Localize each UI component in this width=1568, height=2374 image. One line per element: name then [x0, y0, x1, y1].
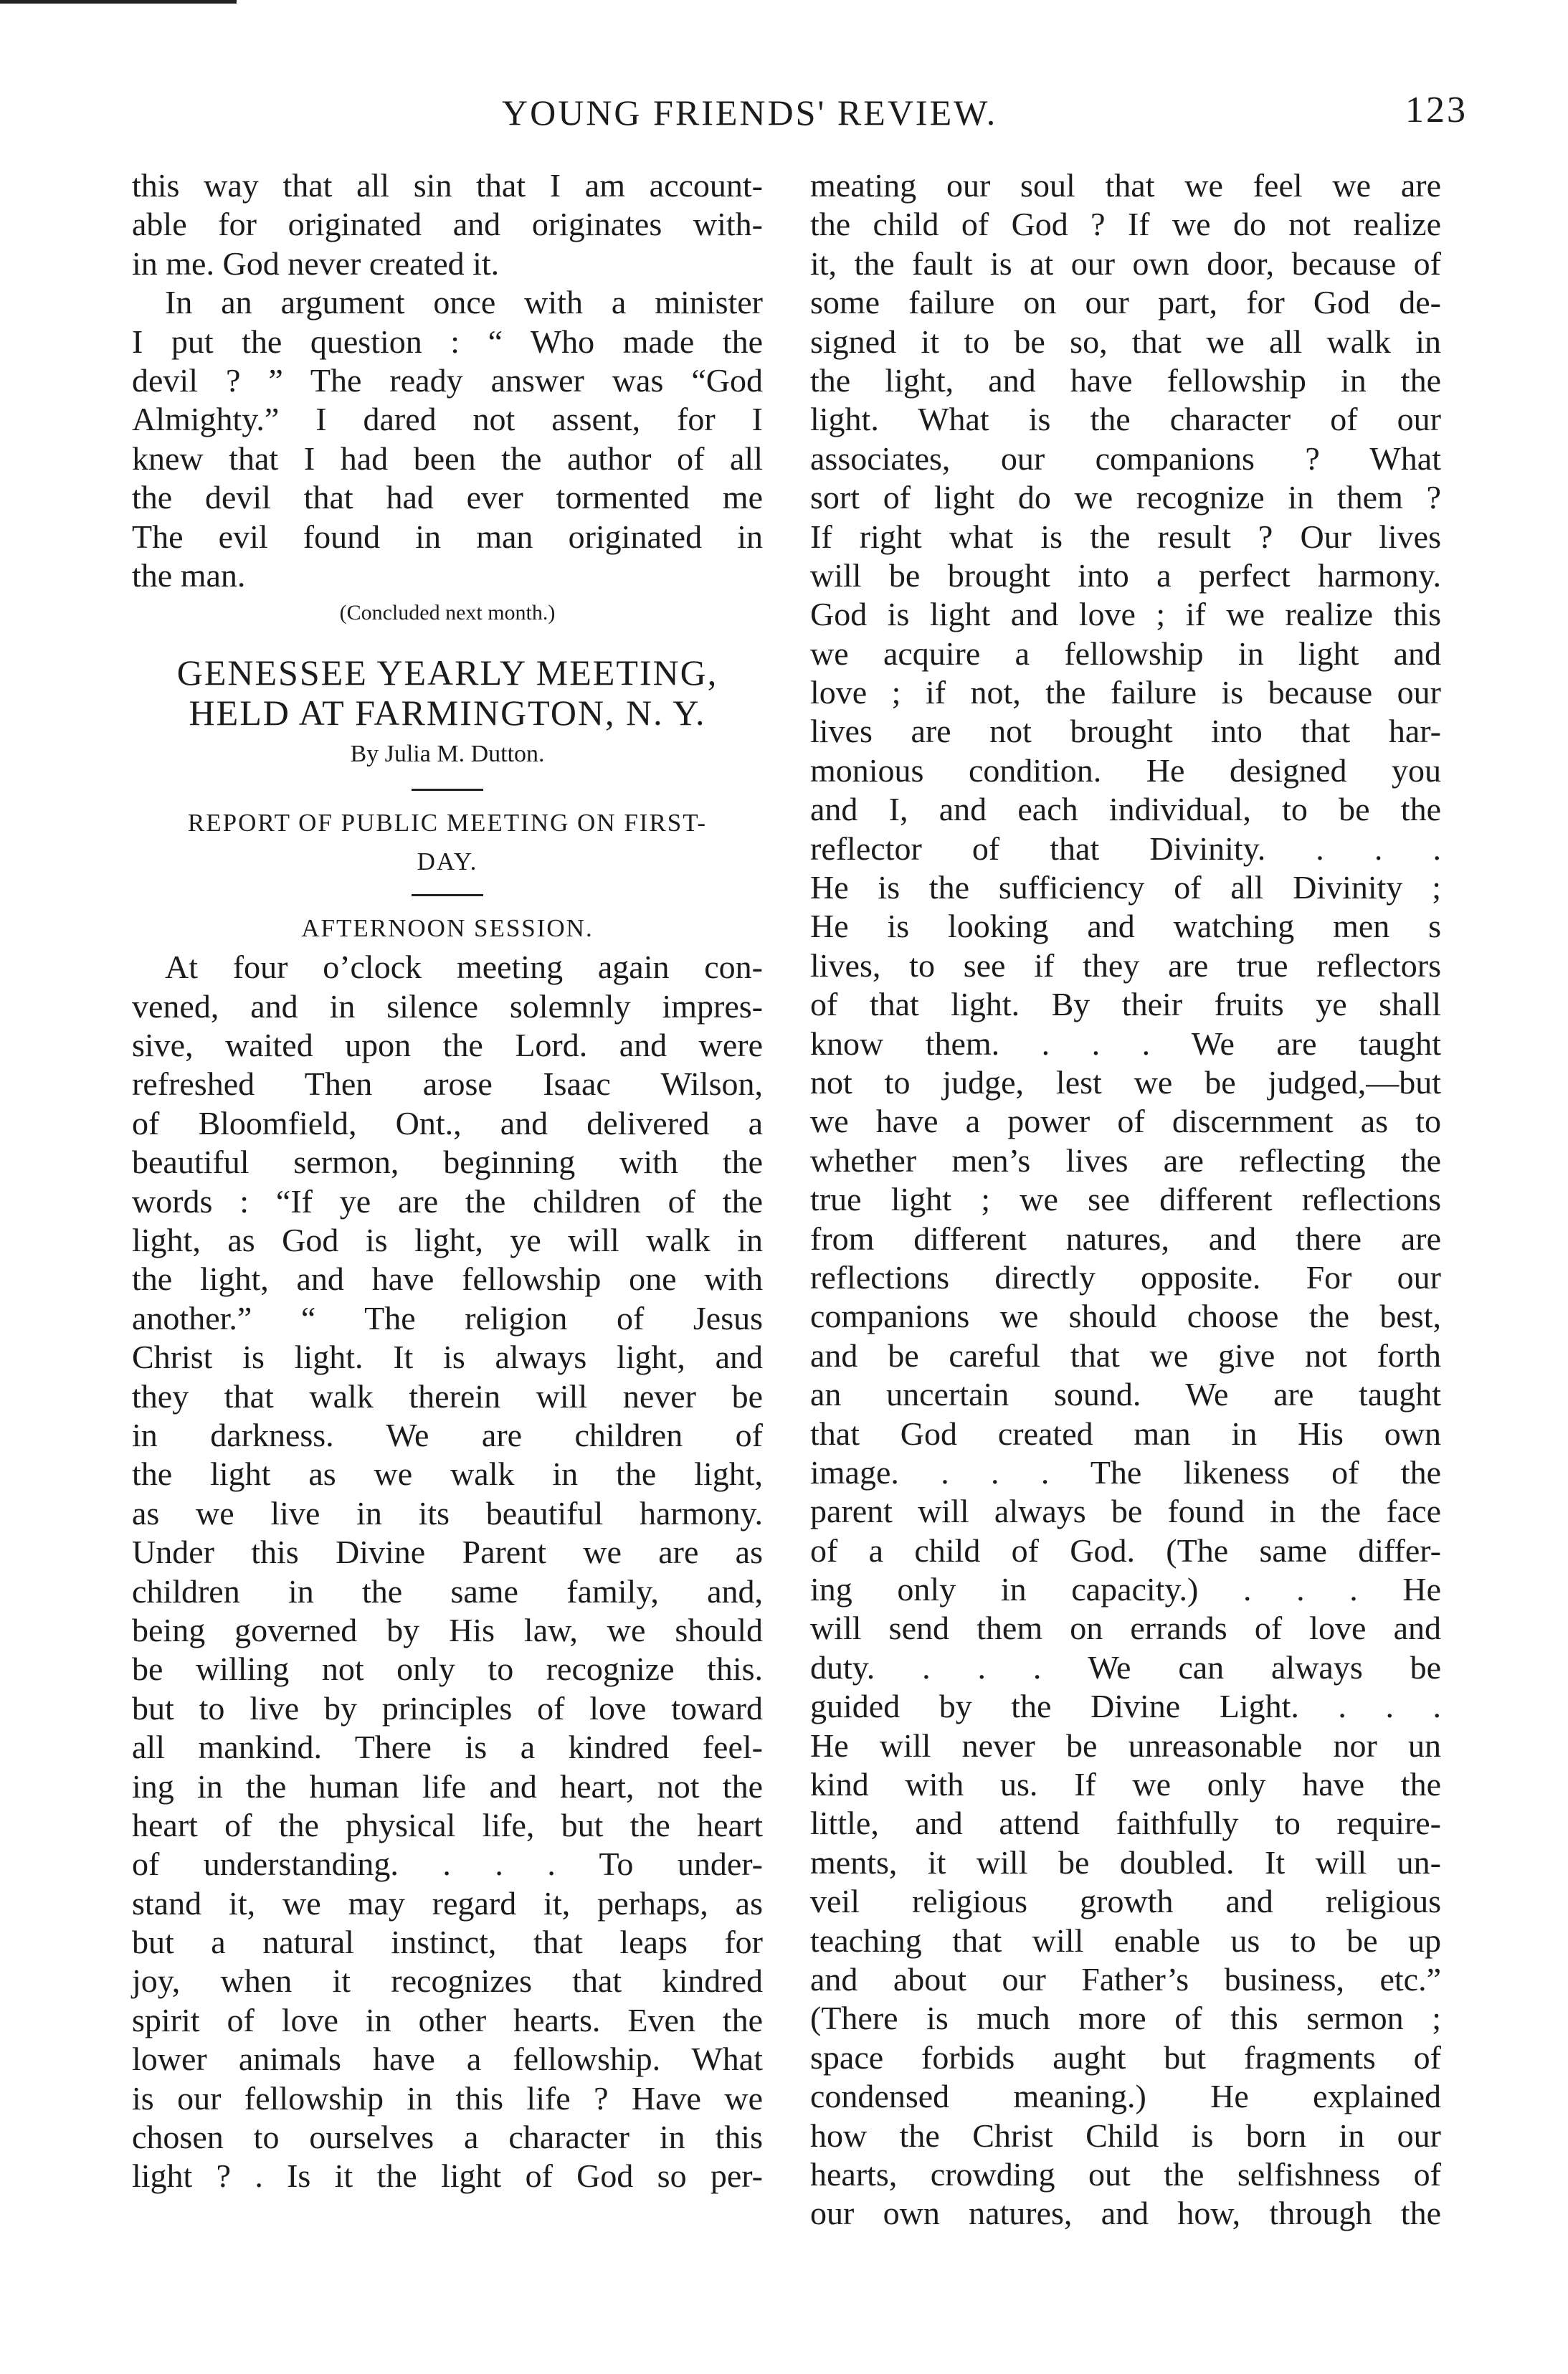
text-line: beautiful sermon, beginning with the — [132, 1144, 763, 1181]
text-line: we have a power of discernment as to — [810, 1103, 1441, 1140]
text-line: He will never be unreasonable nor un — [810, 1727, 1441, 1764]
text-line: whether men’s lives are reflecting the — [810, 1141, 1441, 1179]
text-line: but to live by principles of love toward — [132, 1689, 763, 1727]
text-line: If right what is the result ? Our lives — [810, 518, 1441, 555]
text-line: companions we should choose the best, — [810, 1298, 1441, 1335]
text-line: be willing not only to recognize this. — [132, 1651, 763, 1688]
text-line: associates, our companions ? What — [810, 440, 1441, 477]
text-line: monious condition. He designed you — [810, 751, 1441, 789]
text-line: our own natures, and how, through the — [810, 2195, 1441, 2232]
text-line: will be brought into a perfect harmony. — [810, 556, 1441, 594]
text-line: love ; if not, the failure is because our — [810, 674, 1441, 711]
text-line: it, the fault is at our own door, because of — [810, 244, 1441, 282]
article-title-line: HELD AT FARMINGTON, N. Y. — [189, 693, 706, 733]
text-line: all mankind. There is a kindred feel- — [132, 1729, 763, 1766]
text-line: space forbids aught but fragments of — [810, 2038, 1441, 2076]
text-line: in me. God never created it. — [132, 244, 500, 282]
text-line: ing in the human life and heart, not the — [132, 1767, 763, 1805]
text-line: light. What is the character of our — [810, 401, 1441, 438]
report-heading-line: REPORT OF PUBLIC MEETING ON FIRST- — [187, 809, 708, 837]
text-line: and I, and each individual, to be the — [810, 791, 1441, 828]
top-rule — [0, 0, 237, 4]
report-heading-line: DAY. — [417, 847, 478, 876]
text-line: know them. . . . We are taught — [810, 1025, 1441, 1062]
text-line: children in the same family, and, — [132, 1572, 763, 1610]
text-line: of a child of God. (The same differ- — [810, 1532, 1441, 1569]
session-heading: AFTERNOON SESSION. — [301, 914, 594, 943]
text-line: the man. — [132, 556, 246, 594]
text-line: an uncertain sound. We are taught — [810, 1376, 1441, 1413]
text-line: in darkness. We are children of — [132, 1416, 763, 1453]
text-line: spirit of love in other hearts. Even the — [132, 2001, 763, 2038]
text-line: The evil found in man originated in — [132, 518, 763, 555]
text-line: parent will always be found in the face — [810, 1493, 1441, 1530]
running-head: YOUNG FRIENDS' REVIEW. — [502, 92, 998, 133]
text-line: ments, it will be doubled. It will un- — [810, 1843, 1441, 1881]
text-line: stand it, we may regard it, perhaps, as — [132, 1884, 763, 1922]
text-line: able for originated and originates with- — [132, 206, 763, 243]
text-line: from different natures, and there are — [810, 1220, 1441, 1257]
text-line: heart of the physical life, but the heart — [132, 1806, 763, 1843]
text-line: and be careful that we give not forth — [810, 1336, 1441, 1374]
text-line: Almighty.” I dared not assent, for I — [132, 401, 763, 438]
text-line: lives are not brought into that har- — [810, 713, 1441, 750]
text-line: the light, and have fellowship one with — [132, 1260, 763, 1298]
text-line: this way that all sin that I am account- — [132, 167, 763, 204]
text-line: is our fellowship in this life ? Have we — [132, 2079, 763, 2117]
text-line: will send them on errands of love and — [810, 1610, 1441, 1647]
text-line: guided by the Divine Light. . . . — [810, 1688, 1441, 1725]
text-line: little, and attend faithfully to require- — [810, 1805, 1441, 1842]
text-line: Christ is light. It is always light, and — [132, 1339, 763, 1376]
text-line: another.” “ The religion of Jesus — [132, 1299, 763, 1336]
text-line: the devil that had ever tormented me — [132, 479, 763, 516]
text-line: devil ? ” The ready answer was “God — [132, 361, 763, 399]
text-line: reflector of that Divinity. . . . — [810, 830, 1441, 867]
page-number: 123 — [1405, 90, 1468, 130]
text-line: teaching that will enable us to be up — [810, 1922, 1441, 1959]
byline: By Julia M. Dutton. — [350, 741, 545, 768]
text-line: reflections directly opposite. For our — [810, 1258, 1441, 1296]
text-line: they that walk therein will never be — [132, 1377, 763, 1415]
text-line: duty. . . . We can always be — [810, 1648, 1441, 1686]
text-line: the light as we walk in the light, — [132, 1456, 763, 1493]
text-line: sive, waited upon the Lord. and were — [132, 1027, 763, 1064]
text-line: lives, to see if they are true reflectors — [810, 946, 1441, 984]
left-column — [132, 166, 763, 2196]
text-line: sort of light do we recognize in them ? — [810, 479, 1441, 516]
text-line: of Bloomfield, Ont., and delivered a — [132, 1104, 763, 1141]
text-line: we acquire a fellowship in light and — [810, 635, 1441, 672]
text-line: hearts, crowding out the selfishness of — [810, 2155, 1441, 2193]
text-line: the child of God ? If we do not realize — [810, 206, 1441, 243]
text-line: vened, and in silence solemnly impres- — [132, 987, 763, 1025]
text-line: image. . . . The likeness of the — [810, 1453, 1441, 1491]
text-line: words : “If ye are the children of the — [132, 1182, 763, 1220]
text-line: but a natural instinct, that leaps for — [132, 1924, 763, 1961]
text-line: meating our soul that we feel we are — [810, 167, 1441, 204]
text-line: refreshed Then arose Isaac Wilson, — [132, 1065, 763, 1103]
text-line: ing only in capacity.) . . . He — [810, 1571, 1441, 1608]
text-line: veil religious growth and religious — [810, 1883, 1441, 1920]
text-line: He is looking and watching men s — [810, 908, 1441, 945]
text-line: as we live in its beautiful harmony. — [132, 1494, 763, 1532]
text-line: I put the question : “ Who made the — [132, 323, 763, 360]
text-line: and about our Father’s business, etc.” — [810, 1960, 1441, 1998]
text-line: He is the sufficiency of all Divinity ; — [810, 869, 1441, 906]
text-line: the light, and have fellowship in the — [810, 361, 1441, 399]
text-line: kind with us. If we only have the — [810, 1766, 1441, 1803]
text-line: condensed meaning.) He explained — [810, 2078, 1441, 2115]
text-line: (There is much more of this sermon ; — [810, 2000, 1441, 2037]
text-line: of understanding. . . . To under- — [132, 1846, 763, 1883]
text-line: signed it to be so, that we all walk in — [810, 323, 1441, 360]
text-line: chosen to ourselves a character in this — [132, 2119, 763, 2156]
right-column — [810, 166, 1441, 2233]
text-line: Under this Divine Parent we are as — [132, 1534, 763, 1571]
concluded-note: (Concluded next month.) — [339, 601, 556, 625]
text-line: light, as God is light, ye will walk in — [132, 1222, 763, 1259]
text-line: In an argument once with a minister — [165, 284, 763, 321]
text-line: true light ; we see different reflections — [810, 1181, 1441, 1218]
text-line: how the Christ Child is born in our — [810, 2117, 1441, 2154]
text-line: knew that I had been the author of all — [132, 440, 763, 477]
text-line: joy, when it recognizes that kindred — [132, 1962, 763, 2000]
text-line: some failure on our part, for God de- — [810, 284, 1441, 321]
text-line: that God created man in His own — [810, 1415, 1441, 1452]
text-line: God is light and love ; if we realize this — [810, 596, 1441, 633]
text-line: of that light. By their fruits ye shall — [810, 986, 1441, 1023]
text-line: light ? . Is it the light of God so per- — [132, 2157, 763, 2195]
text-line: At four o’clock meeting again con- — [165, 949, 763, 986]
text-line: being governed by His law, we should — [132, 1611, 763, 1648]
text-line: not to judge, lest we be judged,—but — [810, 1063, 1441, 1101]
article-title-line: GENESSEE YEARLY MEETING, — [176, 652, 718, 693]
text-line: lower animals have a fellowship. What — [132, 2041, 763, 2078]
